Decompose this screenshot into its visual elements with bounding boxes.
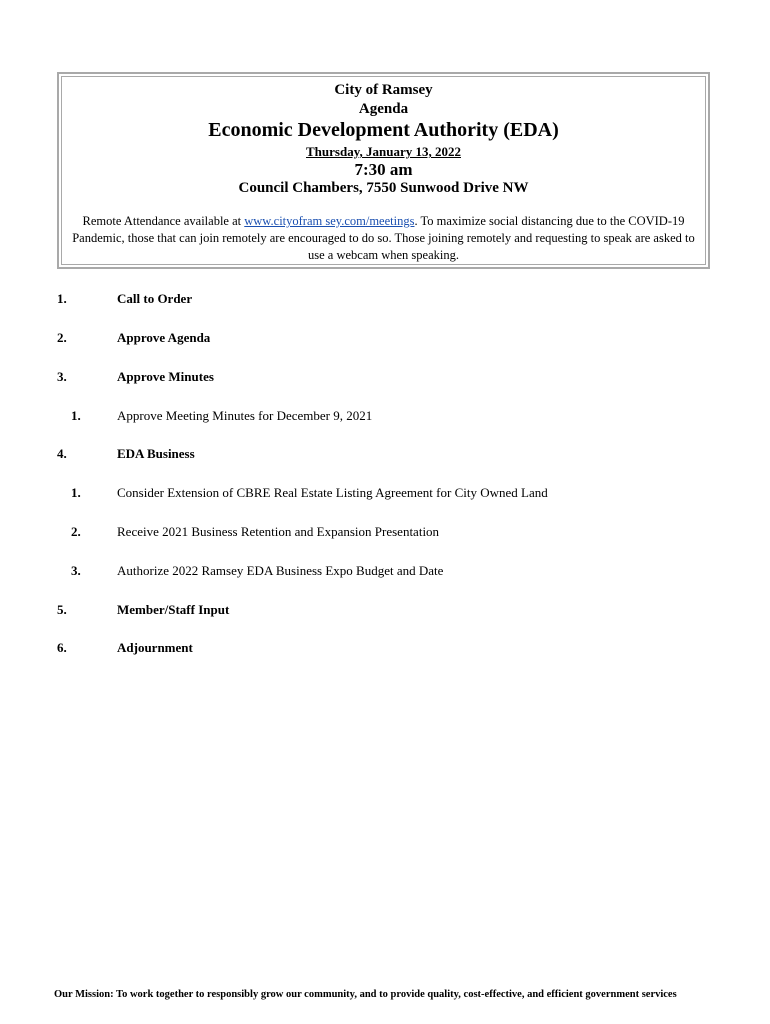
item-label: Approve Agenda: [117, 330, 211, 345]
item-label: Approve Minutes: [117, 369, 214, 384]
item-number: 6.: [57, 640, 67, 655]
document-type: Agenda: [358, 101, 409, 117]
item-number: 1.: [71, 485, 81, 500]
meetings-link[interactable]: www.cityofram sey.com/meetings: [244, 214, 415, 228]
item-number: 2.: [57, 330, 67, 345]
meeting-time: 7:30 am: [354, 160, 413, 179]
item-label: EDA Business: [117, 446, 195, 461]
item-number: 2.: [71, 524, 81, 539]
item-number: 4.: [57, 446, 67, 461]
item-label: Call to Order: [117, 291, 193, 306]
meeting-location: Council Chambers, 7550 Sunwood Drive NW: [238, 180, 529, 196]
item-number: 5.: [57, 602, 67, 617]
item-number: 1.: [71, 408, 81, 423]
item-number: 1.: [57, 291, 67, 306]
agenda-header-box: [57, 72, 710, 269]
item-number: 3.: [57, 369, 67, 384]
item-label: Receive 2021 Business Retention and Expansion Presentation: [117, 524, 440, 539]
remote-suffix: . To maximize social distancing due to the COVID-19 Pandemic, those that can join remotely are encouraged to do so. Those joining remotely and requesting to speak are asked to use a webcam when speaking.: [72, 214, 695, 262]
mission-statement: Our Mission: To work together to responsibly grow our community, and to provide quality, cost-effective, and efficient government services: [54, 989, 677, 1000]
page-title: Economic Development Authority (EDA): [208, 119, 559, 141]
item-label: Member/Staff Input: [117, 602, 230, 617]
remote-attendance-notice: [63, 213, 704, 264]
item-label: Adjournment: [117, 640, 193, 655]
remote-prefix: Remote Attendance available at: [82, 214, 245, 228]
city-name: City of Ramsey: [334, 82, 433, 98]
item-label: Approve Meeting Minutes for December 9, 2021: [117, 408, 373, 423]
item-number: 3.: [71, 563, 81, 578]
item-label: Authorize 2022 Ramsey EDA Business Expo Budget and Date: [117, 563, 444, 578]
item-label: Consider Extension of CBRE Real Estate Listing Agreement for City Owned Land: [117, 485, 548, 500]
meeting-date: Thursday, January 13, 2022: [306, 144, 461, 159]
